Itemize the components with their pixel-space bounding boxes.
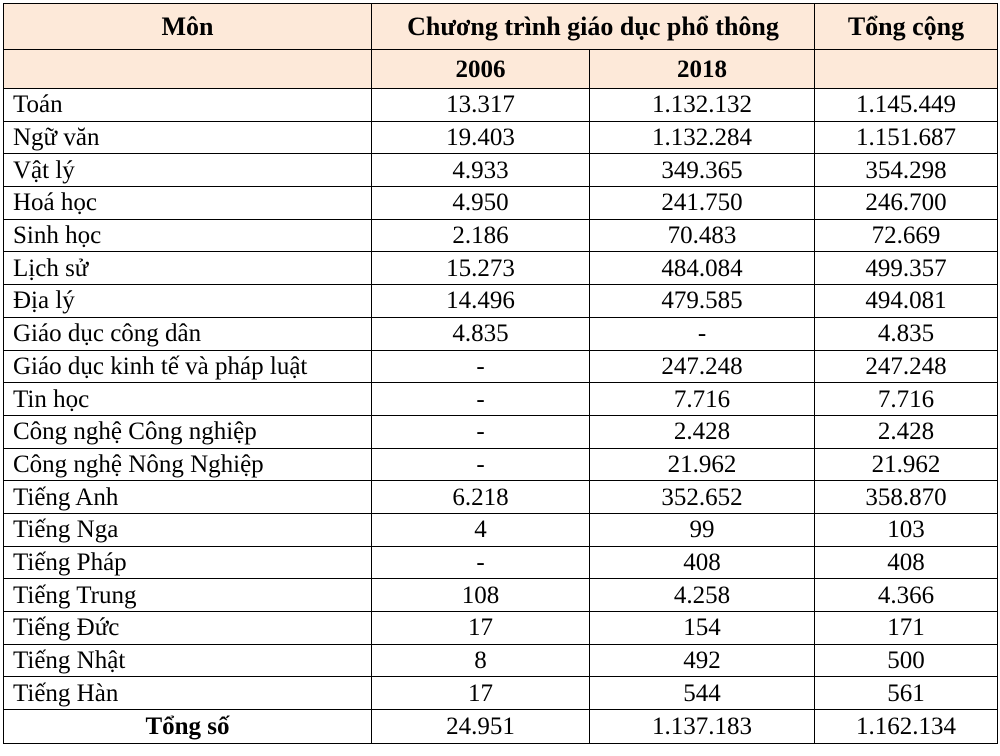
header-program: Chương trình giáo dục phổ thông (372, 4, 815, 50)
value-2006-cell: - (372, 383, 590, 416)
table-row (4, 187, 998, 220)
total-cell: 246.700 (815, 187, 998, 220)
value-2018-cell: 1.132.284 (590, 121, 815, 154)
subject-cell: Công nghệ Công nghiệp (4, 415, 372, 448)
table-row (4, 317, 998, 350)
total-cell: 7.716 (815, 383, 998, 416)
total-all: 1.162.134 (815, 710, 998, 744)
total-cell: 4.835 (815, 317, 998, 350)
header-row (4, 4, 998, 50)
total-cell: 4.366 (815, 579, 998, 612)
subject-cell: Ngữ văn (4, 121, 372, 154)
subject-cell: Giáo dục kinh tế và pháp luật (4, 350, 372, 383)
total-cell: 103 (815, 513, 998, 546)
total-2006: 24.951 (372, 710, 590, 744)
table-row (4, 513, 998, 546)
value-2018-cell: 544 (590, 677, 815, 710)
value-2018-cell: 154 (590, 612, 815, 645)
header-year-2006: 2006 (372, 50, 590, 89)
table-row (4, 154, 998, 187)
value-2018-cell: 247.248 (590, 350, 815, 383)
subject-cell: Tiếng Hàn (4, 677, 372, 710)
value-2006-cell: 4.950 (372, 187, 590, 220)
value-2006-cell: 14.496 (372, 285, 590, 318)
subject-cell: Tiếng Anh (4, 481, 372, 514)
value-2018-cell: 492 (590, 644, 815, 677)
header-total: Tổng cộng (815, 4, 998, 50)
total-label: Tổng số (4, 710, 372, 744)
value-2006-cell: 17 (372, 612, 590, 645)
value-2006-cell: 2.186 (372, 219, 590, 252)
table-row (4, 579, 998, 612)
header-year-2018: 2018 (590, 50, 815, 89)
total-cell: 408 (815, 546, 998, 579)
subject-cell: Hoá học (4, 187, 372, 220)
total-cell: 21.962 (815, 448, 998, 481)
table-row (4, 481, 998, 514)
total-cell: 499.357 (815, 252, 998, 285)
subject-cell: Tiếng Đức (4, 612, 372, 645)
value-2018-cell: 241.750 (590, 187, 815, 220)
subject-cell: Tiếng Nga (4, 513, 372, 546)
table-row (4, 121, 998, 154)
subject-cell: Địa lý (4, 285, 372, 318)
value-2006-cell: 6.218 (372, 481, 590, 514)
value-2006-cell: 19.403 (372, 121, 590, 154)
subject-cell: Công nghệ Nông Nghiệp (4, 448, 372, 481)
value-2006-cell: - (372, 448, 590, 481)
total-cell: 171 (815, 612, 998, 645)
value-2018-cell: 7.716 (590, 383, 815, 416)
total-cell: 1.151.687 (815, 121, 998, 154)
total-cell: 561 (815, 677, 998, 710)
value-2018-cell: 1.132.132 (590, 89, 815, 122)
value-2006-cell: 17 (372, 677, 590, 710)
table-row (4, 415, 998, 448)
value-2018-cell: 352.652 (590, 481, 815, 514)
total-cell: 354.298 (815, 154, 998, 187)
value-2018-cell: 484.084 (590, 252, 815, 285)
value-2018-cell: - (590, 317, 815, 350)
total-row (4, 710, 998, 744)
table-row (4, 285, 998, 318)
subject-cell: Vật lý (4, 154, 372, 187)
subject-cell: Lịch sử (4, 252, 372, 285)
subject-cell: Sinh học (4, 219, 372, 252)
table-row (4, 612, 998, 645)
table-body (4, 89, 998, 710)
total-cell: 494.081 (815, 285, 998, 318)
subheader-blank (4, 50, 372, 89)
total-cell: 72.669 (815, 219, 998, 252)
total-cell: 500 (815, 644, 998, 677)
value-2018-cell: 408 (590, 546, 815, 579)
value-2018-cell: 99 (590, 513, 815, 546)
header-subject: Môn (4, 4, 372, 50)
candidates-table (3, 3, 998, 744)
subject-cell: Tin học (4, 383, 372, 416)
subject-cell: Tiếng Trung (4, 579, 372, 612)
value-2006-cell: - (372, 415, 590, 448)
value-2018-cell: 70.483 (590, 219, 815, 252)
table-row (4, 350, 998, 383)
table-row (4, 383, 998, 416)
total-cell: 247.248 (815, 350, 998, 383)
total-cell: 358.870 (815, 481, 998, 514)
subject-cell: Toán (4, 89, 372, 122)
value-2006-cell: 8 (372, 644, 590, 677)
value-2018-cell: 2.428 (590, 415, 815, 448)
total-2018: 1.137.183 (590, 710, 815, 744)
table-row (4, 644, 998, 677)
subject-cell: Tiếng Pháp (4, 546, 372, 579)
value-2018-cell: 349.365 (590, 154, 815, 187)
table-row (4, 219, 998, 252)
value-2006-cell: 13.317 (372, 89, 590, 122)
subject-cell: Tiếng Nhật (4, 644, 372, 677)
table-row (4, 89, 998, 122)
total-cell: 1.145.449 (815, 89, 998, 122)
value-2006-cell: 4.933 (372, 154, 590, 187)
value-2018-cell: 479.585 (590, 285, 815, 318)
subject-cell: Giáo dục công dân (4, 317, 372, 350)
table-row (4, 448, 998, 481)
subheader-row (4, 50, 998, 89)
table-row (4, 677, 998, 710)
value-2018-cell: 4.258 (590, 579, 815, 612)
table-row (4, 546, 998, 579)
value-2006-cell: 4.835 (372, 317, 590, 350)
value-2006-cell: - (372, 350, 590, 383)
total-cell: 2.428 (815, 415, 998, 448)
table-row (4, 252, 998, 285)
value-2006-cell: 4 (372, 513, 590, 546)
value-2006-cell: 15.273 (372, 252, 590, 285)
value-2018-cell: 21.962 (590, 448, 815, 481)
value-2006-cell: 108 (372, 579, 590, 612)
subheader-blank-total (815, 50, 998, 89)
value-2006-cell: - (372, 546, 590, 579)
